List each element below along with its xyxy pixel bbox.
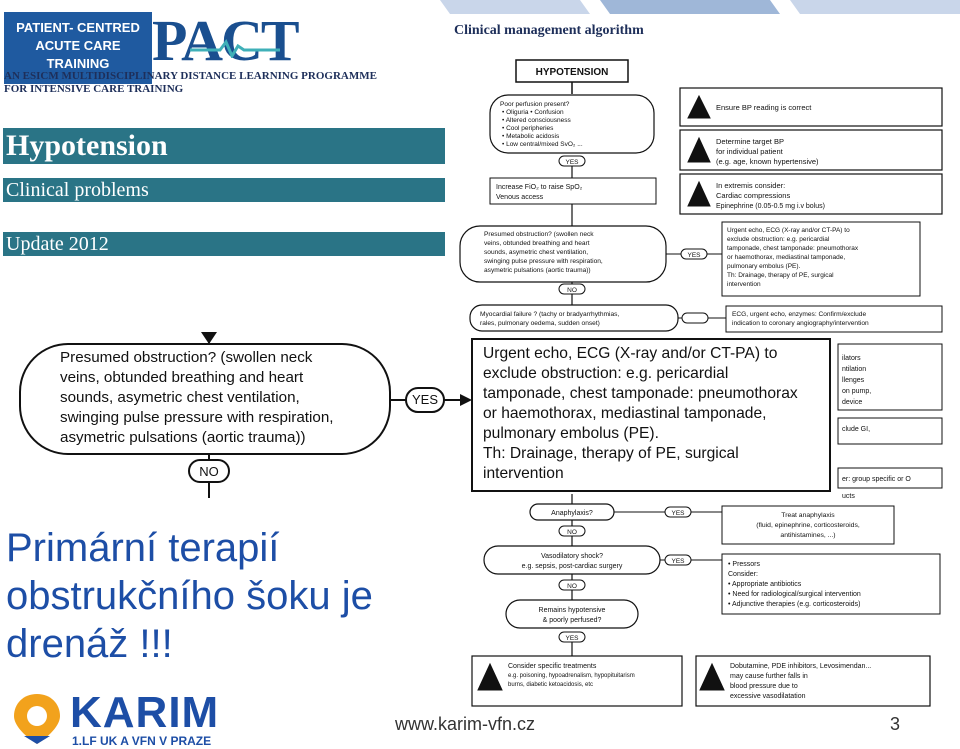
dobut-1: Dobutamine, PDE inhibitors, Levosimendan... bbox=[730, 663, 872, 670]
main-line-3: drenáž !!! bbox=[6, 622, 173, 666]
vaso-line-2: e.g. sepsis, post-cardiac surgery bbox=[521, 563, 623, 570]
specific-2: e.g. poisoning, hypoadrenalism, hypopituitarism bbox=[508, 673, 635, 679]
vaso-line-1: Vasodilatory shock? bbox=[540, 553, 604, 560]
zoom-urgent-1: Urgent echo, ECG (X-ray and/or CT-PA) to bbox=[483, 345, 778, 362]
zoom-urgent-4: or haemothorax, mediastinal tamponade, bbox=[483, 405, 767, 422]
yes-label-2: YES bbox=[687, 252, 701, 259]
hypotension-label: HYPOTENSION bbox=[535, 67, 609, 78]
slide-title: Hypotension bbox=[3, 128, 445, 164]
partial-1: ilators bbox=[842, 355, 861, 362]
pressors-2: Consider: bbox=[728, 571, 758, 578]
location-pin-icon bbox=[10, 692, 64, 746]
warning-3-line-3: Epinephrine (0.05-0.5 mg i.v bolus) bbox=[716, 203, 825, 210]
obstr-small-1: Presumed obstruction? (swollen neck bbox=[484, 231, 594, 238]
obstr-small-3: sounds, asymetric chest ventilation, bbox=[484, 249, 589, 256]
myocardial-line-2: rales, pulmonary oedema, sudden onset) bbox=[480, 320, 600, 327]
main-line-2: obstrukčního šoku je bbox=[6, 574, 373, 618]
pressors-1: • Pressors bbox=[728, 561, 761, 568]
urgent-small-5: pulmonary embolus (PE). bbox=[727, 263, 801, 270]
urgent-small-4: or haemothorax, mediastinal tamponade, bbox=[727, 254, 846, 261]
logo-line-2: ACUTE CARE bbox=[35, 38, 121, 53]
no-label-3: NO bbox=[567, 583, 577, 590]
perfusion-line-6: • Low central/mixed SvO₂ ... bbox=[502, 141, 583, 148]
yes-label-1: YES bbox=[565, 159, 579, 166]
heartbeat-icon bbox=[190, 38, 280, 58]
yes-label-3: YES bbox=[671, 510, 685, 517]
ecg-confirm-box bbox=[726, 306, 942, 332]
zoom-urgent-7: intervention bbox=[483, 465, 564, 482]
zoom-urgent-2: exclude obstruction: e.g. pericardial bbox=[483, 365, 729, 382]
main-line-1: Primární terapií bbox=[6, 526, 280, 570]
obstr-small-5: asymetric pulsations (aortic trauma)) bbox=[484, 267, 591, 274]
ecg-line-2: indication to coronary angiography/intervention bbox=[732, 320, 869, 327]
fio2-line-1: Increase FiO₂ to raise SpO₂ bbox=[496, 184, 583, 191]
partial-8: ucts bbox=[842, 493, 855, 500]
yes-label-4: YES bbox=[671, 558, 685, 565]
zoom-obstr-5: asymetric pulsations (aortic trauma)) bbox=[60, 429, 306, 446]
dobutamine-warning-box bbox=[696, 656, 930, 706]
zoom-obstr-4: swinging pulse pressure with respiration, bbox=[60, 409, 334, 426]
logo-line-1: PATIENT- CENTRED bbox=[16, 20, 140, 35]
partial-3: llenges bbox=[842, 377, 865, 384]
urgent-small-3: tamponade, chest tamponade: pneumothorax bbox=[727, 245, 859, 252]
perfusion-line-5: • Metabolic acidosis bbox=[502, 133, 560, 140]
no-label-2: NO bbox=[567, 529, 577, 536]
specific-1: Consider specific treatments bbox=[508, 663, 597, 670]
zoom-obstr-3: sounds, asymetric chest ventilation, bbox=[60, 389, 300, 406]
zoom-no-label: NO bbox=[199, 464, 219, 479]
zoom-obstr-1: Presumed obstruction? (swollen neck bbox=[60, 349, 313, 366]
partial-6: clude GI, bbox=[842, 426, 871, 433]
partial-4: on pump, bbox=[842, 388, 872, 395]
karim-subtitle: 1.LF UK A VFN V PRAZE bbox=[72, 734, 212, 748]
dobut-3: blood pressure due to bbox=[730, 683, 798, 690]
specific-3: burns, diabetic ketoacidosis, etc bbox=[508, 682, 594, 688]
urgent-small-1: Urgent echo, ECG (X-ray and/or CT-PA) to bbox=[727, 227, 850, 234]
remains-line-2: & poorly perfused? bbox=[542, 617, 602, 624]
pressors-5: • Adjunctive therapies (e.g. corticosteroids) bbox=[728, 601, 861, 608]
karim-logo-word: KARIM bbox=[70, 688, 220, 737]
warning-1-line-1: Ensure BP reading is correct bbox=[716, 103, 812, 112]
top-decorative-stripe bbox=[440, 0, 960, 14]
flowchart-heading: Clinical management algorithm bbox=[454, 23, 644, 38]
perfusion-line-3: • Altered consciousness bbox=[502, 117, 571, 124]
zoom-urgent-6: Th: Drainage, therapy of PE, surgical bbox=[483, 445, 739, 462]
obstr-small-4: swinging pulse pressure with respiration, bbox=[484, 258, 603, 265]
urgent-small-6: Th: Drainage, therapy of PE, surgical bbox=[727, 272, 834, 279]
anaph-treat-3: antihistamines, ...) bbox=[780, 532, 836, 539]
update-label: Update 2012 bbox=[3, 232, 445, 256]
dobut-4: excessive vasodilatation bbox=[730, 693, 806, 700]
warning-2-line-3: (e.g. age, known hypertensive) bbox=[716, 157, 819, 166]
zoom-obstruction-text bbox=[60, 348, 334, 448]
warning-2-line-2: for individual patient bbox=[716, 147, 783, 156]
anaph-treat-1: Treat anaphylaxis bbox=[781, 512, 835, 519]
ecg-line-1: ECG, urgent echo, enzymes: Confirm/exclude bbox=[732, 311, 867, 318]
yes-label-5: YES bbox=[565, 635, 579, 642]
warning-3-line-1: In extremis consider: bbox=[716, 181, 786, 190]
obstr-small-2: veins, obtunded breathing and heart bbox=[484, 240, 590, 247]
pressors-4: • Need for radiological/surgical intervention bbox=[728, 591, 861, 598]
warning-2-line-1: Determine target BP bbox=[716, 137, 784, 146]
logo-line-3: TRAINING bbox=[46, 56, 110, 71]
partial-2: ntilation bbox=[842, 366, 867, 373]
zoom-obstr-2: veins, obtunded breathing and heart bbox=[60, 369, 304, 386]
zoom-urgent-echo-box bbox=[471, 338, 831, 492]
myocardial-failure-node bbox=[470, 305, 678, 331]
remains-line-1: Remains hypotensive bbox=[538, 607, 606, 614]
footer-url[interactable]: www.karim-vfn.cz bbox=[395, 714, 536, 734]
warning-box-3 bbox=[680, 174, 942, 214]
esicm-line-2: FOR INTENSIVE CARE TRAINING bbox=[4, 83, 184, 95]
no-label-1: NO bbox=[567, 287, 577, 294]
specific-treatments-box bbox=[472, 656, 682, 706]
urgent-small-2: exclude obstruction: e.g. pericardial bbox=[727, 236, 830, 243]
warning-box-2 bbox=[680, 130, 942, 170]
slide-subtitle: Clinical problems bbox=[3, 178, 445, 202]
zoom-urgent-5: pulmonary embolus (PE). bbox=[483, 425, 659, 442]
partial-7: er: group specific or O bbox=[842, 476, 911, 483]
partial-5: device bbox=[842, 399, 863, 406]
perfusion-line-1: Poor perfusion present? bbox=[500, 101, 570, 108]
perfusion-line-4: • Cool peripheries bbox=[502, 125, 554, 132]
esicm-line-1: AN ESICM MULTIDISCIPLINARY DISTANCE LEARNING PROGRAMME bbox=[4, 70, 377, 82]
warning-box-1 bbox=[680, 88, 942, 126]
myocardial-line-1: Myocardial failure ? (tachy or bradyarrhythmias, bbox=[480, 311, 620, 318]
main-statement bbox=[6, 524, 466, 668]
page-number: 3 bbox=[890, 714, 901, 734]
zoom-urgent-3: tamponade, chest tamponade: pneumothorax bbox=[483, 385, 798, 402]
pressors-3: • Appropriate antibiotics bbox=[728, 581, 802, 588]
anaph-treat-2: (fluid, epinephrine, corticosteroids, bbox=[756, 522, 860, 529]
urgent-small-7: intervention bbox=[727, 281, 761, 288]
zoom-yes-label: YES bbox=[411, 392, 438, 407]
esicm-caption bbox=[4, 70, 404, 96]
anaphylaxis-label: Anaphylaxis? bbox=[551, 510, 593, 517]
warning-3-line-2: Cardiac compressions bbox=[716, 191, 791, 200]
perfusion-line-2: • Oliguria • Confusion bbox=[502, 109, 564, 116]
pact-logo-word: PACT bbox=[152, 8, 298, 73]
dobut-2: may cause further falls in bbox=[730, 673, 808, 680]
fio2-line-2: Venous access bbox=[496, 194, 544, 201]
